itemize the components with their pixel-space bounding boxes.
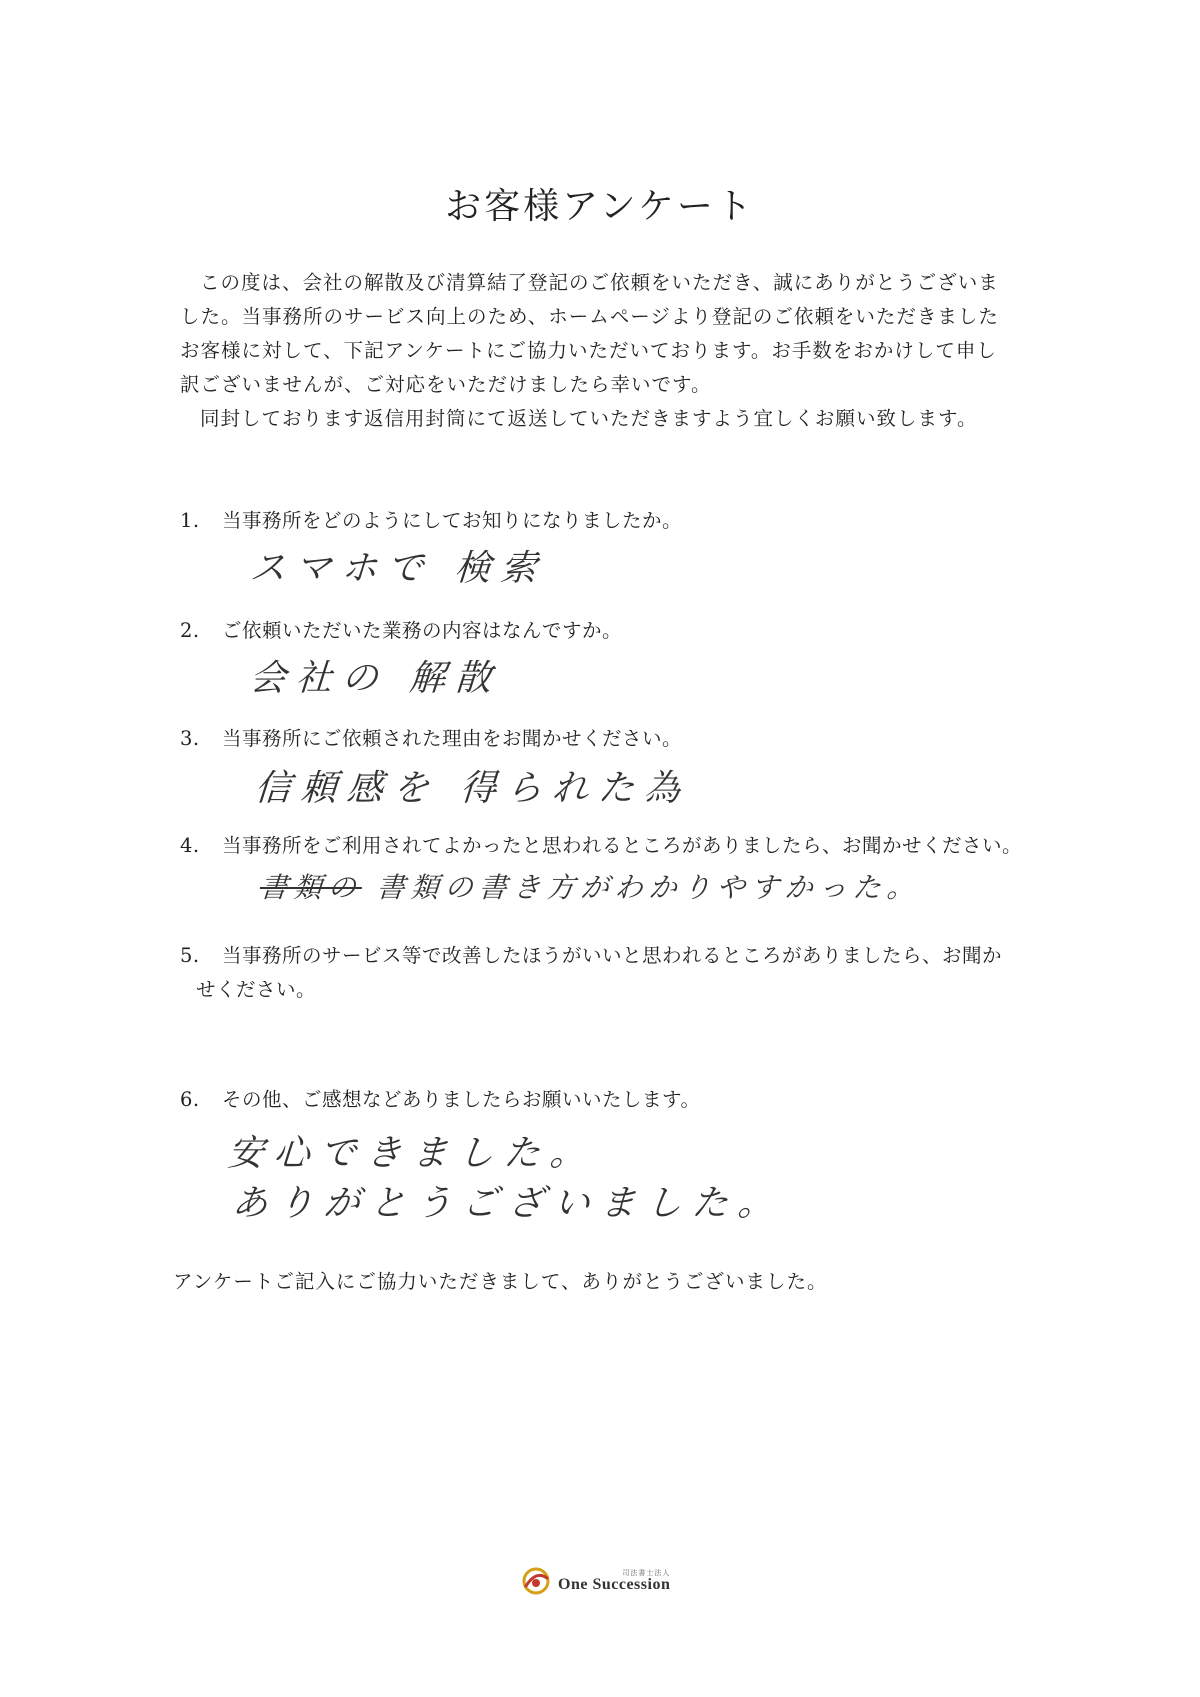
answer-4-handwritten (259, 866, 923, 906)
intro-line-3: お客様に対して、下記アンケートにご協力いただいております。お手数をおかけして申し (180, 339, 997, 362)
answer-4-struck-word: 書類の (258, 871, 364, 904)
question-text: 当事務所のサービス等で改善したほうがいいと思われるところがありましたら、お聞か (222, 944, 1003, 967)
answer-6-line-2-handwritten: ありがとうございました。 (230, 1183, 786, 1224)
question-number: 2. (180, 619, 200, 642)
question-2 (180, 615, 622, 643)
question-text: 当事務所にご依頼された理由をお聞かせください。 (222, 727, 683, 750)
question-5 (180, 940, 1002, 968)
company-logo (520, 1566, 670, 1596)
intro-line-5: 同封しております返信用封筒にて返送していただきますよう宜しくお願い致します。 (200, 407, 978, 430)
answer-4-text: 書類の書き方がわかりやすかった。 (375, 871, 922, 904)
answer-6-line-1-handwritten: 安心できました。 (226, 1133, 598, 1174)
question-text: ご依頼いただいた業務の内容はなんですか。 (222, 619, 623, 642)
question-number: 5. (180, 944, 200, 967)
question-number: 1. (180, 509, 200, 532)
question-number: 6. (180, 1088, 200, 1111)
question-5-line-2: せください。 (196, 978, 317, 1001)
question-4 (180, 830, 1022, 858)
intro-line-2: した。当事務所のサービス向上のため、ホームページより登記のご依頼をいただきました (180, 305, 999, 328)
intro-line-4: 訳ございませんが、ご対応をいただけましたら幸いです。 (180, 373, 712, 396)
question-1 (180, 505, 682, 533)
question-6 (180, 1084, 700, 1112)
one-succession-logo-icon (520, 1566, 552, 1596)
question-text: 当事務所をどのようにしてお知りになりましたか。 (222, 509, 683, 532)
logo-subtitle: 司法書士法人 (622, 1569, 671, 1577)
question-number: 3. (180, 727, 200, 750)
answer-2-handwritten: 会社の 解散 (248, 658, 503, 699)
question-text: 当事務所をご利用されてよかったと思われるところがありましたら、お聞かせください。 (222, 834, 1023, 857)
closing-message: アンケートご記入にご協力いただきまして、ありがとうございました。 (173, 1270, 828, 1293)
answer-1-handwritten: スマホで 検索 (248, 548, 548, 589)
question-text: その他、ご感想などありましたらお願いいたします。 (222, 1088, 701, 1111)
question-3 (180, 723, 682, 751)
question-number: 4. (180, 834, 200, 857)
answer-3-handwritten: 信頼感を 得られた為 (253, 768, 692, 809)
intro-line-1: この度は、会社の解散及び清算結了登記のご依頼をいただき、誠にありがとうございま (200, 271, 999, 294)
logo-name: One Succession (558, 1576, 671, 1593)
page-title: お客様アンケート (445, 186, 755, 227)
